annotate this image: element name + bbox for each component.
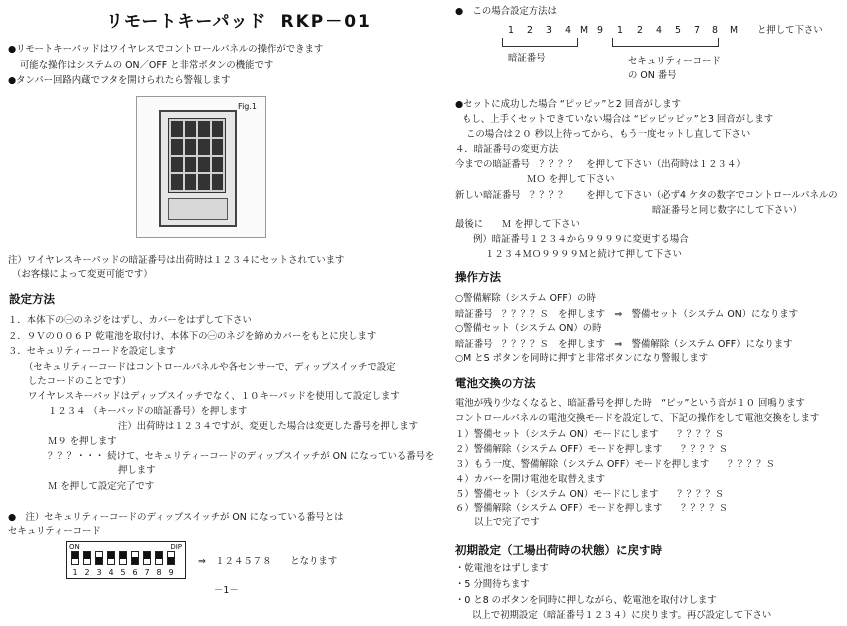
keypad-image xyxy=(159,110,237,227)
example-key: 9 xyxy=(597,25,603,36)
example-label: セキュリティーコード xyxy=(628,56,721,67)
battery-line: ３）もう一度、警備解除（システム OFF）モードを押します ？？？？Ｓ xyxy=(455,459,775,470)
pin-line: ＭＯ を押して下さい xyxy=(527,174,615,185)
success-line: ●セットに成功した場合 “ピッピッ”と2 回音がします xyxy=(455,99,681,110)
pin-line: 最後に Ｍ を押して下さい xyxy=(455,219,580,230)
example-key: 8 xyxy=(712,25,718,36)
document-title xyxy=(106,7,372,32)
keypad-figure xyxy=(136,96,266,238)
setup-line: Ｍ を押して設定完了です xyxy=(48,481,155,492)
example-label: 暗証番号 xyxy=(508,53,546,64)
setup-heading: 設定方法 xyxy=(9,292,55,306)
dip-number: 4 xyxy=(108,568,114,577)
pin-line: 今までの暗証番号 ？？？？ を押して下さい（出荷時は１２３４） xyxy=(455,159,746,170)
dip-on-label: ON xyxy=(69,543,80,551)
success-line: この場合は２０ 秒以上待ってから、もう一度セットし直して下さい xyxy=(466,129,751,140)
operation-line: ○警備解除（システム OFF）の時 xyxy=(455,293,596,304)
battery-line: コントロールパネルの電池交換モードを設定して、下記の操作をして電池交換をします xyxy=(455,413,820,424)
battery-line: ６）警備解除（システム OFF）モードを押します ？？？？Ｓ xyxy=(455,503,728,514)
dip-switch xyxy=(143,551,151,565)
battery-line: 以上で完了です xyxy=(474,517,540,528)
dip-number: 5 xyxy=(120,568,126,577)
example-key: 1 xyxy=(508,25,514,36)
operation-line: 暗証番号 ？？？？Ｓ を押します ⇒ 警備セット（システム ON）になります xyxy=(455,309,799,320)
setup-line: （セキュリティーコードはコントロールパネルや各センサーで、ディップスイッチで設定 xyxy=(24,362,396,373)
example-key: 3 xyxy=(546,25,552,36)
dip-result: ⇒ １２４５７８ となります xyxy=(198,556,338,567)
intro-line: 可能な操作はシステムの ON／OFF と非常ボタンの機能です xyxy=(20,60,274,71)
figure-label: Fig.1 xyxy=(238,102,257,111)
example-key: 4 xyxy=(565,25,571,36)
dip-switch xyxy=(71,551,79,565)
operation-line: 暗証番号 ？？？？Ｓ を押します ⇒ 警備解除（システム OFF）になります xyxy=(455,339,793,350)
example-key: 7 xyxy=(694,25,700,36)
dip-switch xyxy=(155,551,163,565)
dip-note-sub: セキュリティーコード xyxy=(8,526,101,537)
operation-line: ○M とS ボタンを同時に押すと非常ボタンになり警報します xyxy=(455,353,709,364)
pin-line: １２３４ＭＯ９９９９Ｍと続けて押して下さい xyxy=(485,249,682,260)
example-key: 5 xyxy=(675,25,681,36)
battery-line: ４）カバーを開け電池を取替えます xyxy=(455,474,606,485)
pin-line: 新しい暗証番号 ？？？？ を押して下さい（必ず4 ケタの数字でコントロールパネルの xyxy=(455,190,838,201)
dip-switch xyxy=(119,551,127,565)
battery-line: ２）警備解除（システム OFF）モードを押します ？？？？Ｓ xyxy=(455,444,728,455)
example-tail: と押して下さい xyxy=(757,25,823,36)
dip-number: 3 xyxy=(96,568,102,577)
note-line: 注）ワイヤレスキーパッドの暗証番号は出荷時は１２３４にセットされています xyxy=(8,255,345,266)
dip-switch-diagram xyxy=(66,541,186,579)
example-key: 2 xyxy=(527,25,533,36)
dip-number: 7 xyxy=(144,568,150,577)
operation-heading: 操作方法 xyxy=(455,270,501,284)
reset-line: 以上で初期設定（暗証番号１２３４）に戻ります。再び設定して下さい xyxy=(472,610,772,621)
dip-number: 1 xyxy=(72,568,78,577)
bracket xyxy=(612,38,719,47)
intro-line: ●リモートキーパッドはワイヤレスでコントロールパネルの操作ができます xyxy=(8,44,324,55)
example-label: の ON 番号 xyxy=(628,70,677,81)
battery-heading: 電池交換の方法 xyxy=(455,376,536,390)
setup-line: ？？？・・・ 続けて、セキュリティーコードのディップスイッチが ON になっている番号を xyxy=(48,451,435,462)
reset-heading: 初期設定（工場出荷時の状態）に戻す時 xyxy=(455,543,662,557)
dip-note: ● 注）セキュリティーコードのディップスイッチが ON になっている番号とは xyxy=(8,512,344,523)
battery-line: ５）警備セット（システム ON）モードにします ？？？？Ｓ xyxy=(455,489,725,500)
dip-switch xyxy=(167,551,175,565)
title-code: RKP－01 xyxy=(280,12,372,32)
reset-line: ・5 分間待ちます xyxy=(455,579,530,590)
example-heading: ● この場合設定方法は xyxy=(455,6,557,17)
success-line: もし、上手くセットできていない場合は “ピッピッピッ”と3 回音がします xyxy=(462,114,774,125)
dip-number: 9 xyxy=(168,568,174,577)
dip-switch xyxy=(95,551,103,565)
dip-switch xyxy=(107,551,115,565)
dip-switch xyxy=(83,551,91,565)
setup-line: １．本体下の㊀のネジをはずし、カバーをはずして下さい xyxy=(8,315,252,326)
pin-line: 例）暗証番号１２３４から９９９９に変更する場合 xyxy=(473,234,689,245)
setup-line: 押します xyxy=(118,465,156,476)
setup-line: 注）出荷時は１２３４ですが、変更した場合は変更した番号を押します xyxy=(118,421,419,432)
setup-line: ３．セキュリティーコードを設定します xyxy=(8,346,176,357)
setup-line: ワイヤレスキーパッドはディップスイッチでなく、１０キーパッドを使用して設定します xyxy=(28,391,400,402)
battery-line: 電池が残り少なくなると、暗証番号を押した時 “ピッ”という音が１０ 回鳴ります xyxy=(455,398,805,409)
page-number: －1－ xyxy=(214,585,239,596)
pin-heading: ４．暗証番号の変更方法 xyxy=(455,144,559,155)
reset-line: ・乾電池をはずします xyxy=(455,563,549,574)
dip-number: 2 xyxy=(84,568,90,577)
setup-line: Ｍ９ を押します xyxy=(48,436,117,447)
pin-line: 暗証番号と同じ数字にして下さい） xyxy=(652,205,803,216)
dip-switch xyxy=(131,551,139,565)
intro-line: ●タンパー回路内蔵でフタを開けられたら警報します xyxy=(8,75,231,86)
bracket xyxy=(502,38,578,47)
setup-line: したコードのことです） xyxy=(28,376,132,387)
note-line: （お客様によって変更可能です） xyxy=(12,269,153,280)
dip-number: 6 xyxy=(132,568,138,577)
dip-label: DIP xyxy=(170,543,182,551)
battery-line: １）警備セット（システム ON）モードにします ？？？？Ｓ xyxy=(455,429,725,440)
example-key: M xyxy=(730,25,739,36)
operation-line: ○警備セット（システム ON）の時 xyxy=(455,323,602,334)
example-key: 1 xyxy=(617,25,623,36)
setup-line: １２３４ （キーパッドの暗証番号）を押します xyxy=(48,406,248,417)
setup-line: ２．９Ｖの００６Ｐ 乾電池を取付け、本体下の㊀のネジを締めカバーをもとに戻します xyxy=(8,331,377,342)
title-main: リモートキーパッド xyxy=(106,12,267,32)
example-key: 2 xyxy=(637,25,643,36)
reset-line: ・0 と8 のボタンを同時に押しながら、乾電池を取付けします xyxy=(455,595,717,606)
example-key: M xyxy=(580,25,589,36)
dip-number: 8 xyxy=(156,568,162,577)
example-key: 4 xyxy=(656,25,662,36)
